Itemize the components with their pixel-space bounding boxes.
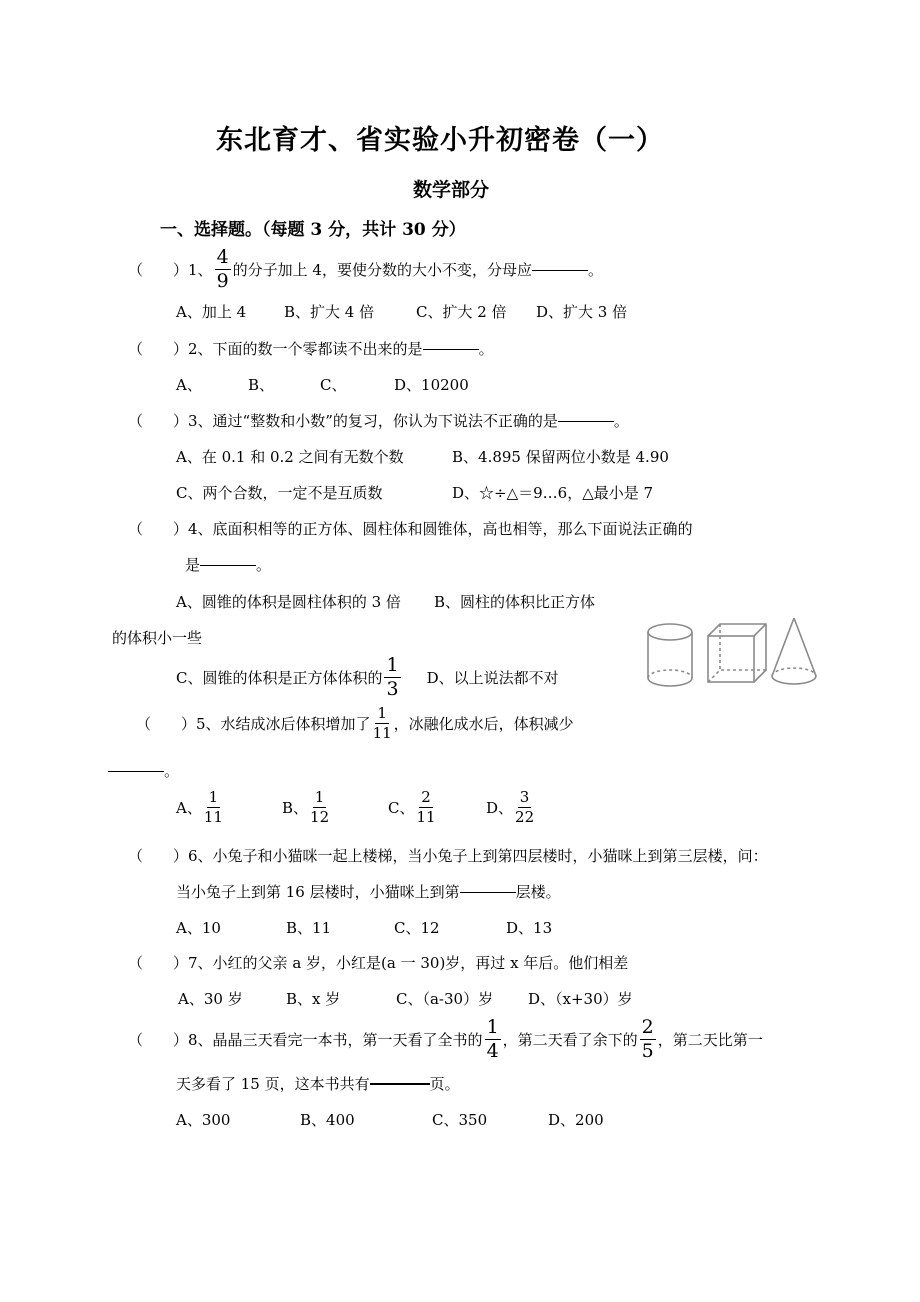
question-text: 7、小红的父亲 a 岁，小红是(a 一 30)岁，再过 x 年后。他们相差 xyxy=(188,954,629,972)
question-7-options xyxy=(178,988,633,1009)
option-d: D、13 xyxy=(506,919,553,937)
option-b: B、扩大 4 倍 xyxy=(284,303,375,321)
answer-blank xyxy=(423,348,479,350)
fraction: $\frac{4}{9}$ xyxy=(216,246,229,292)
question-4-options-row2 xyxy=(176,656,559,699)
option-d: D、200 xyxy=(548,1111,604,1129)
fraction: $\frac{1}{4}$ xyxy=(486,1016,499,1062)
option-a: A、圆锥的体积是圆柱体积的 3 倍 xyxy=(176,593,401,611)
answer-paren: （ ） xyxy=(128,412,189,430)
option-b: B、圆柱的体积比正方体 xyxy=(434,593,596,611)
question-6-options xyxy=(176,917,552,938)
option-a: A、 xyxy=(176,376,202,394)
fraction: $\frac{1}{11}$ xyxy=(372,704,392,742)
question-text: 的分子加上 4，要使分数的大小不变，分母应 xyxy=(232,261,532,279)
question-8 xyxy=(128,1018,763,1061)
answer-blank xyxy=(370,1082,430,1085)
question-text: 1、 xyxy=(188,261,213,279)
question-text: ，第二天看了余下的 xyxy=(502,1031,638,1049)
option-c: C、扩大 2 倍 xyxy=(416,303,507,321)
option-d: D、10200 xyxy=(394,376,469,394)
option-c: C、 xyxy=(320,376,347,394)
section-heading: 一、选择题。（每题 3 分，共计 30 分） xyxy=(160,220,466,240)
option-c: C、两个合数，一定不是互质数 xyxy=(176,484,383,502)
question-5 xyxy=(136,706,574,741)
option-b: B、400 xyxy=(300,1111,355,1129)
option-d: D、扩大 3 倍 xyxy=(536,303,628,321)
question-6-cont: 当小兔子上到第 16 层楼时，小猫咪上到第 层楼。 xyxy=(176,883,561,901)
cylinder-figure xyxy=(648,624,692,686)
option-a: A、在 0.1 和 0.2 之间有无数个数 xyxy=(176,448,404,466)
answer-paren: （ ） xyxy=(128,520,189,538)
answer-paren: （ ） xyxy=(128,340,189,358)
question-1-options xyxy=(176,301,627,322)
option-d: D、 $\frac{3}{22}$ xyxy=(486,788,535,826)
answer-blank xyxy=(558,420,614,422)
answer-paren: （ ） xyxy=(128,847,189,865)
option-c: C、圆锥的体积是正方体体积的 xyxy=(176,669,383,687)
option-b: B、 $\frac{1}{12}$ xyxy=(282,788,330,826)
solids-figure xyxy=(630,612,820,698)
option-a: A、加上 4 xyxy=(176,303,247,321)
question-2: （ ） 2、下面的数一个零都读不出来的是 。 xyxy=(128,340,494,358)
question-text: ，第二天比第一 xyxy=(657,1031,763,1049)
answer-paren: （ ） xyxy=(136,715,197,733)
question-3: （ ） 3、通过“整数和小数”的复习，你认为下说法不正确的是 。 xyxy=(128,412,629,430)
question-5-options xyxy=(176,790,536,825)
option-a: A、300 xyxy=(176,1111,231,1129)
question-6 xyxy=(128,845,768,866)
question-5-blank: 。 xyxy=(108,760,179,781)
question-7 xyxy=(128,952,628,973)
answer-blank xyxy=(108,770,164,772)
question-4 xyxy=(128,518,693,539)
option-b: B、 xyxy=(248,376,275,394)
option-d: D、☆÷△＝9…6，△最小是 7 xyxy=(452,484,654,502)
question-8-options xyxy=(176,1109,604,1130)
option-d: D、以上说法都不对 xyxy=(426,669,559,687)
option-c: C、 $\frac{2}{11}$ xyxy=(388,788,436,826)
question-text: 3、通过“整数和小数”的复习，你认为下说法不正确的是 xyxy=(188,412,558,430)
question-8-cont: 天多看了 15 页，这本书共有 页。 xyxy=(176,1075,460,1093)
question-4-option-b-cont: 的体积小一些 xyxy=(112,629,203,647)
answer-paren: （ ） xyxy=(128,1031,189,1049)
question-text: 5、水结成冰后体积增加了 xyxy=(196,715,371,733)
fraction: $\frac{1}{3}$ xyxy=(386,654,399,700)
question-4-cont: 是 。 xyxy=(185,556,272,574)
page-title: 东北育才、省实验小升初密卷（一） xyxy=(216,125,664,156)
question-text: 4、底面积相等的正方体、圆柱体和圆锥体，高也相等，那么下面说法正确的 xyxy=(188,520,693,538)
answer-paren: （ ） xyxy=(128,261,189,279)
option-b: B、x 岁 xyxy=(286,990,341,1008)
option-c: C、12 xyxy=(394,919,440,937)
option-a: A、10 xyxy=(176,919,221,937)
answer-blank xyxy=(200,564,256,566)
answer-blank xyxy=(532,269,588,271)
option-b: B、4.895 保留两位小数是 4.90 xyxy=(452,448,669,466)
cube-figure xyxy=(708,624,766,682)
question-text: ，冰融化成水后，体积减少 xyxy=(393,715,574,733)
option-d: D、（x+30）岁 xyxy=(528,990,633,1008)
answer-blank xyxy=(460,891,516,893)
question-3-options-row2 xyxy=(176,482,653,503)
cone-figure xyxy=(772,618,816,684)
option-a: A、30 岁 xyxy=(178,990,243,1008)
option-a: A、 $\frac{1}{11}$ xyxy=(176,788,223,826)
answer-paren: （ ） xyxy=(128,954,189,972)
page-subtitle: 数学部分 xyxy=(413,179,490,201)
fraction: $\frac{2}{5}$ xyxy=(641,1016,654,1062)
question-text: 8、晶晶三天看完一本书，第一天看了全书的 xyxy=(188,1031,483,1049)
option-c: C、350 xyxy=(432,1111,488,1129)
question-1: （ ） 1、 $\frac{4}{9}$ 的分子加上 4，要使分数的大小不变，分母应 。 xyxy=(128,246,603,292)
question-4-options-row1 xyxy=(176,591,595,612)
option-b: B、11 xyxy=(286,919,332,937)
question-text: 6、小兔子和小猫咪一起上楼梯，当小兔子上到第四层楼时，小猫咪上到第三层楼，问： xyxy=(188,847,768,865)
question-2-options xyxy=(176,374,469,395)
option-c: C、（a-30）岁 xyxy=(396,990,494,1008)
question-text: 2、下面的数一个零都读不出来的是 xyxy=(188,340,423,358)
question-3-options-row1 xyxy=(176,446,669,467)
